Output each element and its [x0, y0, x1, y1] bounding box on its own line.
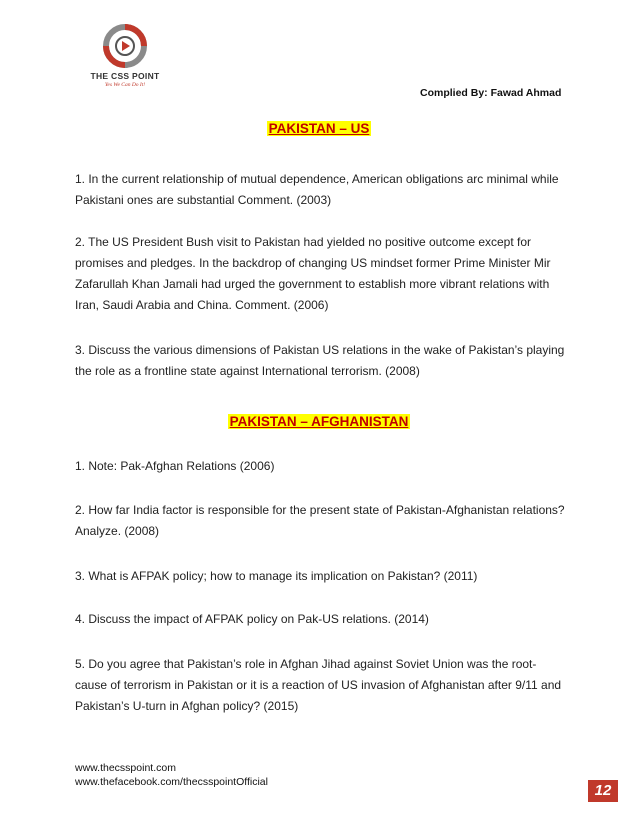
question-item: 5. Do you agree that Pakistan’s role in Afghan Jihad against Soviet Union was the root-cause of terrorism in Pakistan or it is a reaction of US invasion of Afghanistan after 9/11 and Pakistan’s U-turn in Afghan policy? (2015) — [75, 657, 562, 713]
question-item: 3. What is AFPAK policy; how to manage its implication on Pakistan? (2011) — [75, 569, 478, 583]
footer-facebook-link[interactable]: www.thefacebook.com/thecsspointOfficial — [75, 776, 268, 788]
section-heading-text: PAKISTAN – AFGHANISTAN — [229, 414, 409, 429]
logo — [75, 22, 175, 97]
question-item: 2. The US President Bush visit to Pakistan had yielded no positive outcome except for promises and pledges. In the backdrop of changing US mindset former Prime Minister Mir Zafarullah Khan Jamali had urged the government to establish more vibrant relations with Iran, Saudi Arabia and China. Comment. (2006) — [75, 235, 551, 312]
question-item: 1. In the current relationship of mutual dependence, American obligations arc minimal while Pakistani ones are substantial Comment. (2003) — [75, 172, 559, 207]
section-heading-pakistan-us — [0, 120, 638, 138]
page-number-badge: 12 — [588, 780, 618, 802]
logo-tagline: Yes We Can Do It! — [104, 82, 146, 88]
compiled-by: Complied By: Fawad Ahmad — [420, 87, 562, 99]
footer — [75, 761, 268, 789]
section-heading-text: PAKISTAN – US — [268, 121, 370, 136]
logo-emblem-icon — [75, 22, 175, 72]
logo-name: THE CSS POINT — [90, 71, 160, 81]
question-item: 2. How far India factor is responsible for the present state of Pakistan-Afghanistan relations? Analyze. (2008) — [75, 503, 565, 538]
question-item: 3. Discuss the various dimensions of Pakistan US relations in the wake of Pakistan’s playing the role as a frontline state against International terrorism. (2008) — [75, 343, 565, 378]
footer-website-link[interactable]: www.thecsspoint.com — [75, 762, 176, 774]
question-item: 4. Discuss the impact of AFPAK policy on Pak-US relations. (2014) — [75, 612, 429, 626]
question-item: 1. Note: Pak-Afghan Relations (2006) — [75, 459, 275, 473]
section-heading-pakistan-afghanistan — [0, 413, 638, 431]
